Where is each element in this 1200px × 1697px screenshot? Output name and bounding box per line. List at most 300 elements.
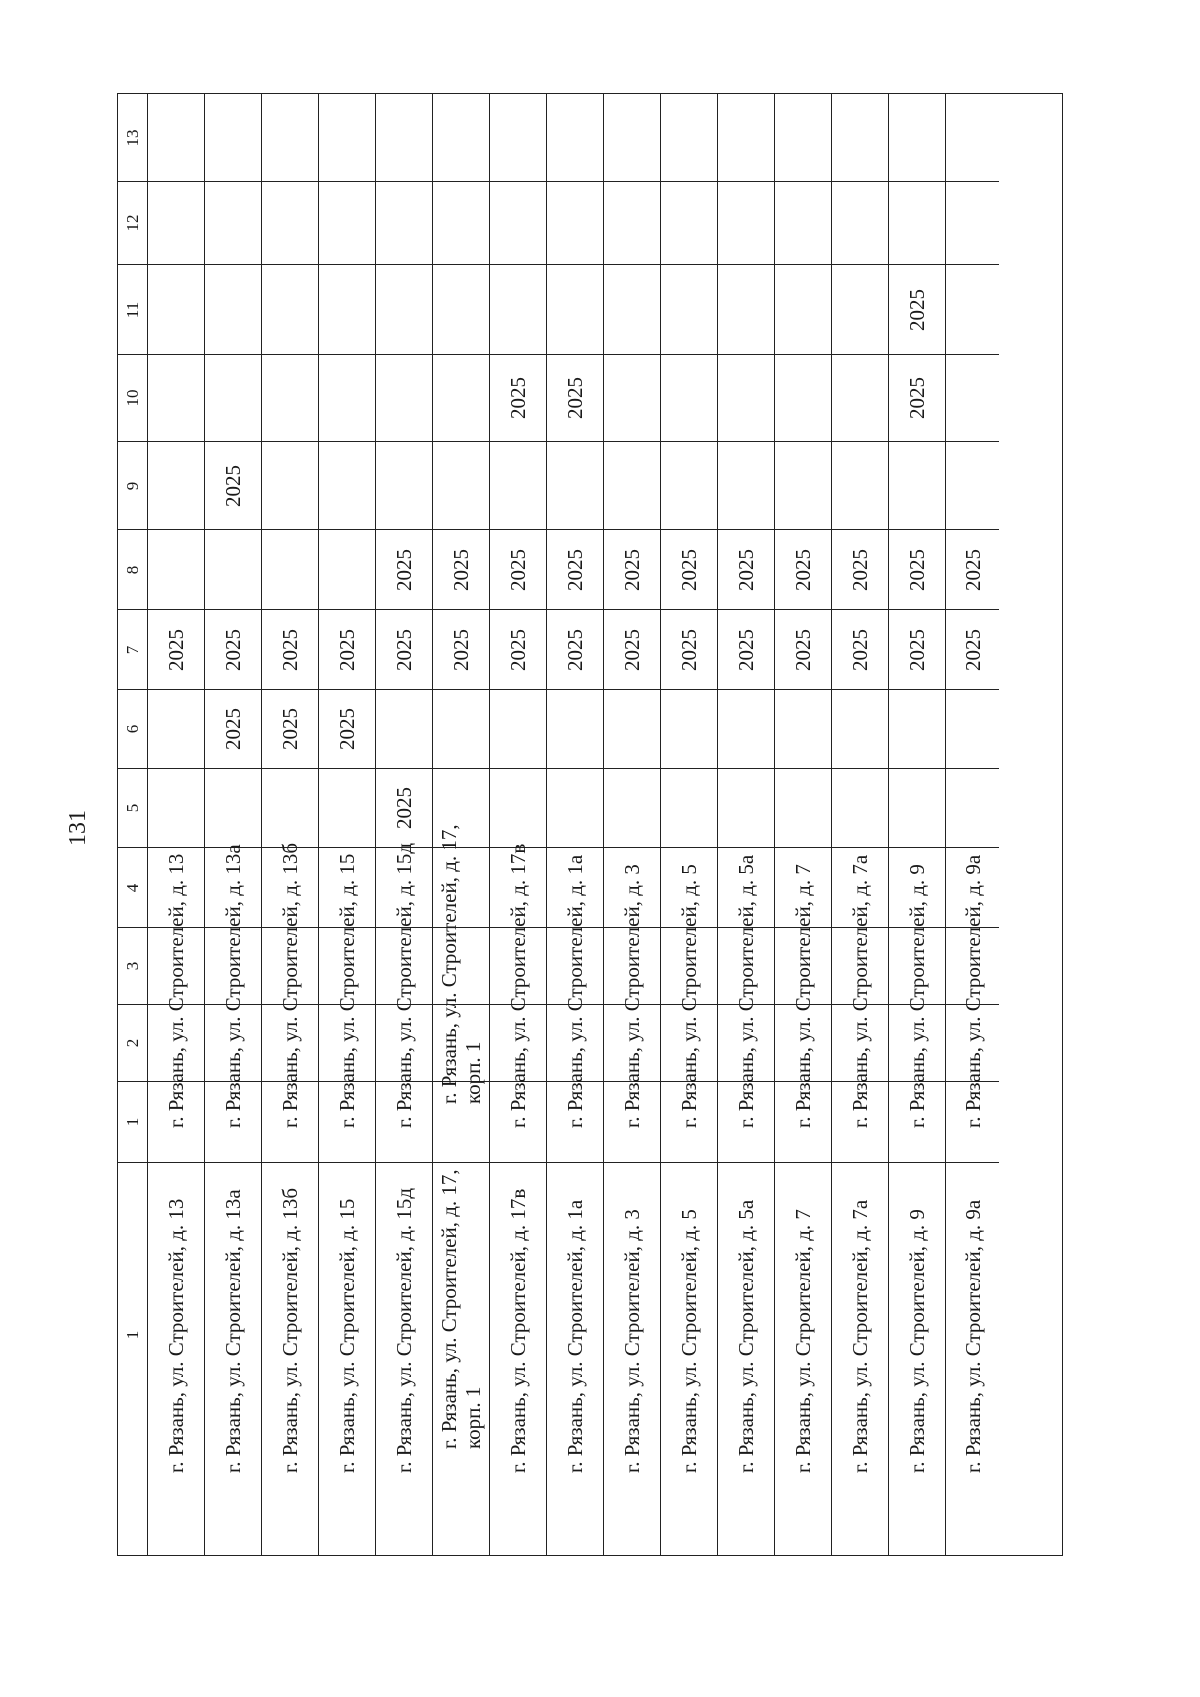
year-cell (718, 355, 774, 442)
address-text (677, 1209, 701, 1473)
year-cell (433, 265, 489, 355)
column-number: 6 (122, 724, 142, 734)
year-value: 2025 (164, 628, 188, 671)
address-text (506, 1189, 530, 1473)
year-cell (718, 530, 774, 610)
data-table (117, 93, 1063, 1556)
year-cell (832, 610, 888, 690)
year-cell (433, 94, 489, 182)
year-cell (319, 442, 375, 530)
column-number: 13 (122, 129, 142, 146)
year-cell (205, 182, 261, 265)
page-number: 131 (65, 810, 91, 846)
address-cell (205, 1163, 261, 1507)
table-row (661, 94, 718, 1555)
year-cell (661, 690, 717, 769)
year-cell (775, 769, 831, 848)
year-cell (376, 442, 432, 530)
year-cell (547, 769, 603, 848)
address-line: г. Рязань, ул. Строителей, д. 9 (905, 864, 929, 1128)
year-value: 2025 (960, 548, 985, 591)
year-cell (775, 690, 831, 769)
address-line: г. Рязань, ул. Строителей, д. 9а (960, 1199, 985, 1473)
column-number: 5 (122, 803, 142, 813)
year-cell (889, 182, 945, 265)
address-cell (832, 1163, 888, 1507)
year-cell (661, 182, 717, 265)
address-line: г. Рязань, ул. Строителей, д. 15 (335, 1198, 359, 1473)
header-cell (118, 848, 147, 928)
year-cell (433, 530, 489, 610)
address-text (221, 1189, 245, 1473)
year-cell (604, 690, 660, 769)
address-cell (661, 864, 717, 1163)
address-line: г. Рязань, ул. Строителей, д. 9а (960, 854, 985, 1128)
year-cell (661, 610, 717, 690)
header-cell (118, 355, 147, 442)
address-text (164, 854, 188, 1128)
year-cell (262, 355, 318, 442)
table-row (718, 94, 775, 1555)
year-cell (319, 355, 375, 442)
address-text (905, 1209, 929, 1473)
address-cell (205, 844, 261, 1163)
year-cell (433, 442, 489, 530)
address-cell (148, 1163, 204, 1507)
year-cell (889, 690, 945, 769)
year-cell (604, 769, 660, 848)
year-cell (889, 265, 945, 355)
address-line: г. Рязань, ул. Строителей, д. 3 (620, 1209, 644, 1473)
year-cell (946, 442, 999, 530)
header-cell (118, 1163, 147, 1507)
year-cell (148, 530, 204, 610)
address-cell (262, 1163, 318, 1507)
column-number: 2 (122, 1038, 142, 1048)
address-cell (319, 1163, 375, 1507)
year-cell (661, 769, 717, 848)
year-cell (376, 769, 432, 848)
header-row (118, 94, 148, 1555)
year-cell (319, 94, 375, 182)
table-row (832, 94, 889, 1555)
address-cell (604, 1163, 660, 1507)
year-cell (433, 355, 489, 442)
year-cell (775, 94, 831, 182)
year-cell (376, 610, 432, 690)
year-cell (205, 530, 261, 610)
year-cell (148, 769, 204, 848)
year-value: 2025 (449, 548, 473, 591)
year-cell (775, 610, 831, 690)
year-value: 2025 (221, 708, 245, 750)
year-cell (661, 355, 717, 442)
address-text (164, 1199, 188, 1473)
address-text (734, 855, 758, 1128)
address-text (278, 843, 302, 1128)
year-value: 2025 (335, 628, 359, 671)
year-cell (319, 690, 375, 769)
year-cell (889, 530, 945, 610)
address-line: г. Рязань, ул. Строителей, д. 17в (506, 1188, 530, 1473)
address-line: г. Рязань, ул. Строителей, д. 3 (620, 864, 644, 1128)
address-cell (946, 854, 999, 1163)
address-text (392, 843, 416, 1128)
year-cell (376, 94, 432, 182)
address-cell (661, 1163, 717, 1507)
address-line: г. Рязань, ул. Строителей, д. 13а (221, 844, 245, 1128)
year-cell (946, 769, 999, 848)
year-cell (148, 442, 204, 530)
year-cell (262, 530, 318, 610)
year-cell (661, 442, 717, 530)
year-cell (148, 265, 204, 355)
year-value: 2025 (335, 708, 359, 750)
year-cell (832, 769, 888, 848)
table-row (376, 94, 433, 1555)
address-line: г. Рязань, ул. Строителей, д. 13 (164, 853, 188, 1128)
year-value: 2025 (449, 628, 473, 671)
year-cell (547, 690, 603, 769)
address-line: г. Рязань, ул. Строителей, д. 15д (392, 842, 416, 1128)
year-cell (490, 610, 546, 690)
year-cell (775, 530, 831, 610)
year-value: 2025 (848, 628, 872, 671)
address-line: г. Рязань, ул. Строителей, д. 7а (848, 1199, 872, 1473)
year-cell (604, 610, 660, 690)
address-text (905, 864, 929, 1128)
year-cell (889, 769, 945, 848)
address-cell (376, 842, 432, 1163)
table-row (148, 94, 205, 1555)
address-line: г. Рязань, ул. Строителей, д. 13б (278, 842, 302, 1128)
address-text (335, 854, 359, 1128)
address-cell (889, 864, 945, 1163)
address-cell (718, 854, 774, 1163)
year-cell (946, 94, 999, 182)
address-cell (490, 843, 546, 1163)
year-cell (148, 690, 204, 769)
year-cell (832, 530, 888, 610)
year-cell (889, 355, 945, 442)
year-cell (490, 442, 546, 530)
address-line: г. Рязань, ул. Строителей, д. 5а (734, 1199, 758, 1473)
year-value: 2025 (677, 548, 701, 591)
address-cell (547, 854, 603, 1163)
year-cell (490, 690, 546, 769)
year-cell (718, 442, 774, 530)
address-cell (262, 842, 318, 1163)
header-cell (118, 610, 147, 690)
year-value: 2025 (905, 288, 929, 331)
year-cell (604, 182, 660, 265)
header-cell (118, 94, 147, 182)
year-cell (319, 182, 375, 265)
address-line: г. Рязань, ул. Строителей, д. 17, (437, 824, 461, 1104)
address-cell (718, 1163, 774, 1507)
table-row (775, 94, 832, 1555)
year-cell (604, 530, 660, 610)
year-cell (205, 355, 261, 442)
year-value: 2025 (506, 548, 530, 591)
header-cell (118, 928, 147, 1005)
year-cell (148, 355, 204, 442)
header-cell (118, 442, 147, 530)
address-line: г. Рязань, ул. Строителей, д. 17в (506, 843, 530, 1128)
address-line: г. Рязань, ул. Строителей, д. 5 (677, 864, 701, 1128)
year-cell (148, 182, 204, 265)
year-cell (319, 530, 375, 610)
year-cell (319, 265, 375, 355)
address-line: г. Рязань, ул. Строителей, д. 17, (437, 1169, 461, 1449)
year-cell (262, 94, 318, 182)
address-text (221, 844, 245, 1128)
address-line: г. Рязань, ул. Строителей, д. 1а (563, 1199, 587, 1473)
year-value: 2025 (563, 548, 587, 591)
address-text (437, 824, 485, 1104)
year-cell (433, 182, 489, 265)
address-cell (376, 1163, 432, 1507)
address-text (848, 1200, 872, 1473)
address-text (620, 1209, 644, 1473)
address-line: г. Рязань, ул. Строителей, д. 1а (563, 854, 587, 1128)
year-cell (889, 442, 945, 530)
address-line: г. Рязань, ул. Строителей, д. 13а (221, 1189, 245, 1473)
year-cell (832, 265, 888, 355)
year-cell (148, 610, 204, 690)
year-value: 2025 (620, 548, 644, 591)
year-cell (262, 610, 318, 690)
year-cell (604, 355, 660, 442)
year-cell (262, 442, 318, 530)
year-cell (262, 182, 318, 265)
address-text (563, 855, 587, 1128)
address-cell (832, 854, 888, 1163)
column-number: 12 (122, 214, 142, 232)
year-value: 2025 (620, 628, 644, 671)
year-cell (262, 265, 318, 355)
table-row (604, 94, 661, 1555)
year-cell (946, 530, 999, 610)
year-cell (376, 182, 432, 265)
year-cell (832, 182, 888, 265)
column-number: 1 (122, 1117, 142, 1127)
column-number: 10 (122, 389, 142, 407)
address-line: г. Рязань, ул. Строителей, д. 9 (905, 1209, 929, 1473)
header-cell (118, 182, 147, 265)
year-cell (205, 610, 261, 690)
column-number: 3 (122, 961, 142, 971)
address-text (620, 864, 644, 1128)
year-cell (832, 442, 888, 530)
year-cell (547, 355, 603, 442)
year-cell (319, 769, 375, 848)
year-cell (433, 610, 489, 690)
year-cell (718, 182, 774, 265)
column-number: 11 (122, 301, 142, 318)
year-cell (205, 265, 261, 355)
year-cell (718, 769, 774, 848)
address-line: корп. 1 (461, 1386, 485, 1449)
year-cell (376, 690, 432, 769)
year-cell (376, 265, 432, 355)
column-number: 8 (122, 565, 142, 574)
year-cell (946, 610, 999, 690)
table-row (262, 94, 319, 1555)
year-value: 2025 (563, 377, 587, 419)
address-line: г. Рязань, ул. Строителей, д. 5 (677, 1209, 701, 1473)
column-number: 1 (122, 1330, 142, 1340)
table-row (547, 94, 604, 1555)
address-text (278, 1188, 302, 1473)
address-line: г. Рязань, ул. Строителей, д. 7 (791, 1209, 815, 1473)
column-number: 4 (122, 883, 142, 892)
year-cell (775, 182, 831, 265)
address-cell (775, 864, 831, 1163)
year-cell (889, 610, 945, 690)
column-number: 9 (122, 481, 142, 490)
year-value: 2025 (960, 628, 985, 671)
address-cell (946, 1163, 999, 1507)
table-row (205, 94, 262, 1555)
year-value: 2025 (392, 548, 416, 591)
year-value: 2025 (221, 464, 245, 507)
column-number: 7 (122, 645, 142, 654)
year-cell (604, 442, 660, 530)
header-cell (118, 530, 147, 610)
header-cell (118, 1005, 147, 1082)
year-cell (490, 94, 546, 182)
year-value: 2025 (221, 628, 245, 671)
address-line: г. Рязань, ул. Строителей, д. 7а (848, 854, 872, 1128)
year-cell (490, 530, 546, 610)
year-value: 2025 (392, 787, 416, 829)
year-cell (661, 94, 717, 182)
address-cell (775, 1163, 831, 1507)
year-value: 2025 (734, 628, 758, 671)
year-cell (832, 355, 888, 442)
address-cell (433, 1163, 489, 1507)
address-line: г. Рязань, ул. Строителей, д. 15д (392, 1187, 416, 1473)
address-cell (889, 1163, 945, 1507)
header-cell (118, 265, 147, 355)
address-cell (604, 864, 660, 1163)
year-cell (376, 530, 432, 610)
header-cell (118, 769, 147, 848)
year-value: 2025 (677, 628, 701, 671)
year-cell (946, 265, 999, 355)
address-text (734, 1200, 758, 1473)
year-cell (262, 769, 318, 848)
year-value: 2025 (392, 628, 416, 671)
year-value: 2025 (506, 628, 530, 671)
table-row (433, 94, 490, 1555)
address-text (848, 855, 872, 1128)
table-row (490, 94, 547, 1555)
year-cell (205, 94, 261, 182)
year-cell (946, 355, 999, 442)
year-cell (205, 442, 261, 530)
year-cell (205, 690, 261, 769)
year-cell (547, 530, 603, 610)
address-line: г. Рязань, ул. Строителей, д. 13 (164, 1198, 188, 1473)
table-row (889, 94, 946, 1555)
year-cell (319, 610, 375, 690)
year-cell (490, 769, 546, 848)
year-cell (718, 265, 774, 355)
year-cell (433, 690, 489, 769)
address-text (437, 1169, 485, 1449)
year-cell (832, 690, 888, 769)
address-text (392, 1188, 416, 1473)
address-line: корп. 1 (461, 1041, 485, 1104)
year-value: 2025 (563, 628, 587, 671)
year-cell (718, 610, 774, 690)
year-cell (490, 265, 546, 355)
address-text (791, 864, 815, 1128)
year-cell (946, 690, 999, 769)
address-cell (319, 853, 375, 1163)
year-cell (604, 265, 660, 355)
year-cell (547, 265, 603, 355)
year-value: 2025 (791, 628, 815, 671)
header-cell (118, 690, 147, 769)
year-value: 2025 (848, 548, 872, 591)
year-cell (775, 355, 831, 442)
year-cell (376, 355, 432, 442)
table-row (946, 94, 999, 1555)
address-line: г. Рязань, ул. Строителей, д. 7 (791, 864, 815, 1128)
year-cell (262, 690, 318, 769)
year-cell (661, 530, 717, 610)
year-cell (775, 265, 831, 355)
year-cell (832, 94, 888, 182)
address-cell (148, 853, 204, 1163)
year-cell (661, 265, 717, 355)
year-cell (547, 442, 603, 530)
year-cell (490, 355, 546, 442)
year-value: 2025 (905, 628, 929, 671)
header-cell (118, 1082, 147, 1163)
address-line: г. Рязань, ул. Строителей, д. 13б (278, 1187, 302, 1473)
year-cell (547, 182, 603, 265)
address-text (791, 1209, 815, 1473)
year-value: 2025 (506, 377, 530, 419)
year-cell (547, 94, 603, 182)
year-cell (718, 690, 774, 769)
address-text (961, 1200, 985, 1473)
year-cell (946, 182, 999, 265)
address-text (961, 855, 985, 1128)
year-value: 2025 (905, 377, 929, 419)
year-cell (205, 769, 261, 848)
year-cell (547, 610, 603, 690)
year-cell (775, 442, 831, 530)
year-value: 2025 (278, 628, 302, 671)
address-cell (490, 1163, 546, 1507)
table-row (319, 94, 376, 1555)
year-cell (148, 94, 204, 182)
year-cell (490, 182, 546, 265)
year-value: 2025 (905, 548, 929, 591)
address-text (335, 1199, 359, 1473)
year-cell (718, 94, 774, 182)
year-cell (604, 94, 660, 182)
address-text (563, 1200, 587, 1473)
address-cell (433, 824, 489, 1163)
year-value: 2025 (734, 548, 758, 591)
year-value: 2025 (278, 708, 302, 750)
